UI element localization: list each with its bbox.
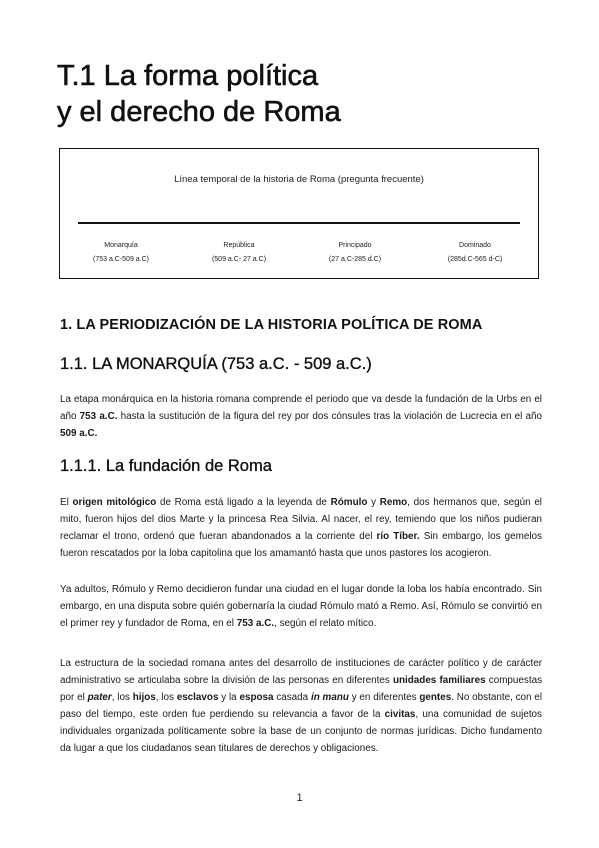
section-heading-1-1-1: 1.1.1. La fundación de Roma — [60, 457, 272, 475]
section-heading-1: 1. LA PERIODIZACIÓN DE LA HISTORIA POLÍTICA DE ROMA — [60, 317, 483, 333]
period-dates: (509 a.C- 27 a.C) — [211, 256, 267, 263]
paragraph-monarquia: La etapa monárquica en la historia romana comprende el periodo que va desde la fundación de la Urbs en el año 753 a.C. hasta la sustitución de la figura del rey por dos cónsules tras la violación de Lucrecia en el año 509 a.C. — [60, 394, 542, 439]
period-dominado — [420, 239, 530, 267]
period-dates: (27 a.C-285 d.C) — [328, 256, 382, 263]
title-line-2: y el derecho de Roma — [57, 96, 341, 128]
paragraph-estructura-social: La estructura de la sociedad romana antes del desarrollo de instituciones de carácter político y de carácter administrativo se articulaba sobre la división de las personas en diferentes unidades familiares compuestas por el pater, los hijos, los esclavos y la esposa casada in manu y en diferentes gentes. No obstante, con el paso del tiempo, este orden fue perdiendo su relevancia a favor de la civitas, una comunidad de sujetos individuales organizada políticamente sobre la base de un conjunto de normas jurídicas. Dicho fundamento da lugar a que los ciudadanos sean titulares de derechos y obligaciones. — [60, 658, 543, 754]
paragraph-fundacion: Ya adultos, Rómulo y Remo decidieron fundar una ciudad en el lugar donde la loba los había encontrado. Sin embargo, en una disputa sobre quién gobernaría la ciudad Rómulo mató a Remo. Así, Rómulo se convirtió en el primer rey y fundador de Roma, en el 753 a.C., según el relato mítico. — [60, 584, 542, 629]
timeline-caption: Línea temporal de la historia de Roma (pregunta frecuente) — [174, 174, 424, 185]
timeline-box — [59, 148, 539, 279]
page-title — [57, 58, 557, 130]
period-principado — [300, 239, 410, 267]
title-line-1: T.1 La forma política — [57, 60, 319, 92]
period-name: Dominado — [459, 242, 491, 249]
period-monarquia — [66, 239, 176, 267]
paragraph-origen-mitologico: El origen mitológico de Roma está ligado a la leyenda de Rómulo y Remo, dos hermanos que, según el mito, fueron hijos del dios Marte y la princesa Rea Silvia. Al nacer, el rey, temiendo que los niños pudieran reclamar el trono, ordenó que fueran abandonados a la corriente del río Tíber. Sin embargo, los gemelos fueron rescatados por la loba capitolina que los amamantó hasta que unos pastores los acogieron. — [60, 497, 543, 559]
period-dates: (753 a.C-509 a.C) — [92, 256, 150, 263]
section-heading-1-1: 1.1. LA MONARQUÍA (753 a.C. - 509 a.C.) — [60, 355, 372, 373]
period-name: Monarquía — [104, 242, 138, 249]
page-number: 1 — [296, 792, 303, 804]
period-name: República — [223, 242, 255, 249]
timeline-line — [78, 222, 520, 224]
period-republica — [184, 239, 294, 267]
period-dates: (285d.C-565 d-C) — [447, 256, 503, 263]
period-name: Principado — [338, 242, 372, 249]
